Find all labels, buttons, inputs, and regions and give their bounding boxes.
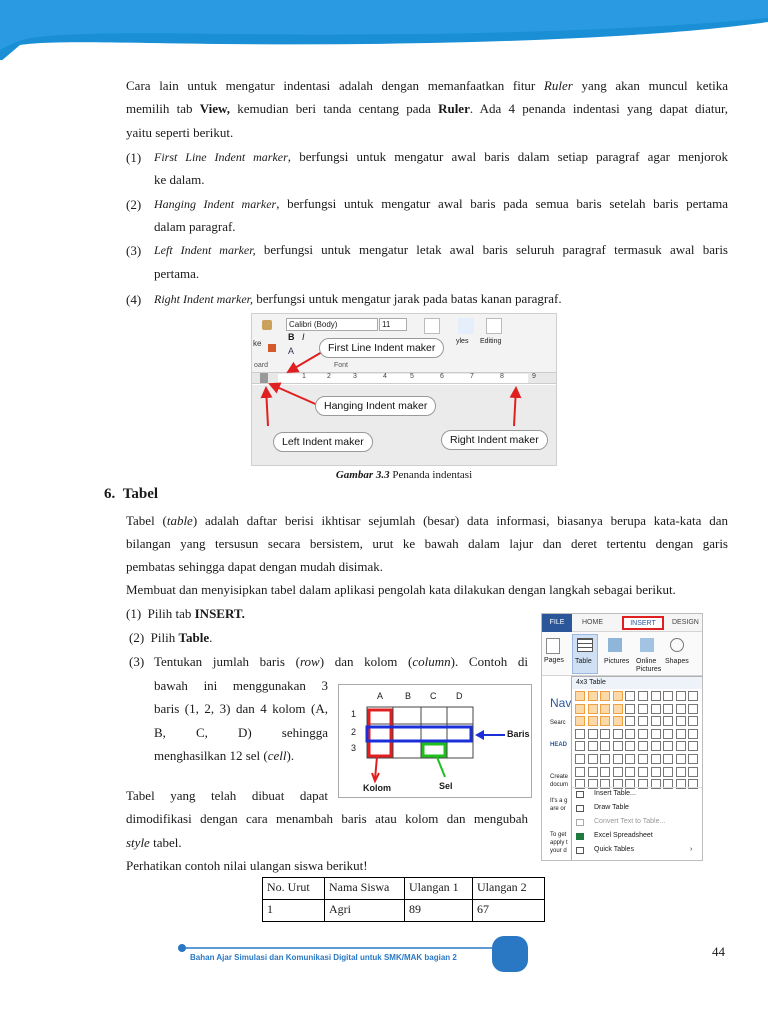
menu-draw-table[interactable]: Draw Table [594, 804, 629, 811]
grid-cell[interactable] [688, 754, 698, 764]
grid-cell[interactable] [688, 767, 698, 777]
side-text: Create [550, 774, 569, 780]
grid-cell[interactable] [663, 716, 673, 726]
tabel-line-4: Membuat dan menyisipkan tabel dalam aplikasi pengolah kata dilakukan dengan langkah sebagai berikut. [126, 582, 676, 597]
header-cell: Nama Siswa [325, 878, 405, 900]
bold-icon[interactable]: B [288, 332, 295, 342]
grid-cell[interactable] [613, 754, 623, 764]
tabel-line-1: Tabel (table) adalah daftar berisi ikhtisar sejumlah (besar) data informasi, biasanya berupa kata-kata dan [126, 513, 728, 528]
grid-cell[interactable] [575, 716, 585, 726]
grid-cell[interactable] [613, 729, 623, 739]
editing-label: Editing [480, 338, 502, 345]
col-label-b: B [405, 691, 412, 701]
side-text: Searc [550, 720, 566, 726]
table-diagram-grid [339, 685, 533, 799]
table-cell: 1 [263, 900, 325, 922]
menu-insert-table[interactable]: Insert Table... [594, 790, 636, 797]
header-cell: Ulangan 1 [405, 878, 473, 900]
convert-icon [576, 819, 584, 826]
intro-line-3: yaitu seperti berikut. [126, 125, 234, 140]
grid-cell[interactable] [651, 691, 661, 701]
grid-cell[interactable] [676, 767, 686, 777]
shapes-icon[interactable] [670, 638, 684, 652]
footer-text: Bahan Ajar Simulasi dan Komunikasi Digital untuk SMK/MAK bagian 2 [190, 953, 457, 962]
grid-cell[interactable] [638, 729, 648, 739]
grid-cell[interactable] [625, 691, 635, 701]
grid-cell[interactable] [676, 741, 686, 751]
grid-cell[interactable] [600, 767, 610, 777]
grid-cell[interactable] [613, 704, 623, 714]
grid-cell[interactable] [588, 729, 598, 739]
ruler-num: 3 [353, 373, 357, 380]
grid-cell[interactable] [676, 729, 686, 739]
grid-cell[interactable] [625, 754, 635, 764]
ribbon-clipboard-label: oard [254, 362, 269, 369]
grid-cell[interactable] [613, 691, 623, 701]
font-size-select[interactable]: 11 [379, 318, 407, 331]
grid-cell[interactable] [625, 704, 635, 714]
tabel-line-3: pembatas sehingga dapat dengan mudah disimak. [126, 559, 384, 574]
grid-cell[interactable] [600, 741, 610, 751]
grid-cell[interactable] [575, 741, 585, 751]
label-sel: Sel [439, 781, 453, 791]
quick-tables-icon [576, 847, 584, 854]
label-kolom: Kolom [363, 783, 391, 793]
grid-cell[interactable] [575, 704, 585, 714]
nilai-table [262, 877, 545, 922]
col-label-d: D [456, 691, 463, 701]
btn-online-pictures[interactable]: Online Pictures [636, 658, 662, 673]
label-baris: Baris [507, 729, 530, 739]
grid-cell[interactable] [638, 767, 648, 777]
table-icon[interactable] [577, 638, 593, 652]
page-number: 44 [712, 944, 725, 959]
grid-cell[interactable] [588, 704, 598, 714]
side-text: docum [550, 782, 569, 788]
col-label-c: C [430, 691, 437, 701]
step-1: (1) Pilih tab INSERT. [126, 606, 245, 621]
grid-cell[interactable] [663, 729, 673, 739]
online-pictures-icon[interactable] [640, 638, 654, 652]
grid-cell[interactable] [625, 741, 635, 751]
grid-cell[interactable] [676, 691, 686, 701]
ribbon-font-label: Font [334, 362, 349, 369]
side-text: It's a g [550, 798, 568, 804]
grid-cell[interactable] [625, 729, 635, 739]
excel-icon [576, 833, 584, 840]
grid-cell[interactable] [600, 691, 610, 701]
grid-cell[interactable] [588, 716, 598, 726]
menu-excel-spreadsheet[interactable]: Excel Spreadsheet [594, 832, 653, 839]
table-row [263, 900, 545, 922]
row-label-1: 1 [351, 709, 357, 719]
grid-cell[interactable] [651, 754, 661, 764]
grid-cell[interactable] [676, 754, 686, 764]
ruler-figure [251, 313, 557, 466]
grid-cell[interactable] [688, 704, 698, 714]
table-cell: 67 [473, 900, 545, 922]
word-insert-screenshot [541, 613, 703, 861]
draw-table-icon [576, 805, 584, 812]
side-text: To get [550, 832, 567, 838]
table-cell: Agri [325, 900, 405, 922]
grid-cell[interactable] [638, 754, 648, 764]
intro-line-2: memilih tab View, kemudian beri tanda centang pada Ruler. Ada 4 penanda indentasi yang dapat diatur, [126, 101, 729, 116]
pages-icon[interactable] [546, 638, 560, 654]
side-text: HEAD [550, 742, 568, 748]
modify-line-1: Tabel yang telah dibuat dapat [126, 788, 328, 803]
grid-cell[interactable] [676, 716, 686, 726]
grid-cell[interactable] [651, 767, 661, 777]
header-cell: No. Urut [263, 878, 325, 900]
step-3-line-5: menghasilkan 12 sel (cell). [154, 748, 295, 763]
font-name-select[interactable]: Calibri (Body) [286, 318, 378, 331]
tab-home[interactable]: HOME [582, 619, 603, 626]
step-3-line-2: bawah ini menggunakan 3 [154, 678, 328, 693]
col-label-a: A [377, 691, 384, 701]
side-text: are or [550, 806, 566, 812]
tab-file[interactable]: FILE [542, 614, 572, 632]
grid-cell[interactable] [575, 691, 585, 701]
grid-cell[interactable] [651, 716, 661, 726]
menu-quick-tables[interactable]: Quick Tables [594, 846, 634, 853]
step-3-line-3: baris (1, 2, 3) dan 4 kolom (A, [154, 701, 328, 716]
step-3-line-4: B, C, D) sehingga [154, 725, 328, 740]
italic-icon[interactable]: I [302, 332, 305, 342]
btn-pages[interactable]: Pages [544, 657, 564, 664]
grid-cell[interactable] [588, 767, 598, 777]
ruler-num: 8 [500, 373, 504, 380]
grid-cell[interactable] [613, 716, 623, 726]
grid-cell[interactable] [575, 754, 585, 764]
menu-convert-text[interactable]: Convert Text to Table... [594, 818, 666, 825]
btn-shapes[interactable]: Shapes [665, 658, 689, 665]
tab-insert[interactable]: INSERT [622, 616, 664, 630]
callout-right-indent: Right Indent maker [441, 430, 548, 450]
tab-design[interactable]: DESIGN [672, 619, 699, 626]
row-label-2: 2 [351, 727, 357, 737]
grid-cell[interactable] [588, 691, 598, 701]
grid-cell[interactable] [600, 704, 610, 714]
callout-hanging-indent: Hanging Indent maker [315, 396, 436, 416]
row-label-3: 3 [351, 743, 357, 753]
side-text: your d [550, 848, 567, 854]
grid-cell[interactable] [638, 691, 648, 701]
figure-caption: Gambar 3.3 Penanda indentasi [335, 469, 473, 481]
step-3-num: (3) [129, 654, 145, 669]
side-text: apply t [550, 840, 568, 846]
grid-cell[interactable] [613, 741, 623, 751]
grid-cell[interactable] [625, 767, 635, 777]
modify-line-2: dimodifikasi dengan cara menambah baris atau kolom dan mengubah [126, 811, 528, 826]
grid-cell[interactable] [651, 704, 661, 714]
grid-cell[interactable] [625, 716, 635, 726]
ruler-num: 5 [410, 373, 414, 380]
grid-cell[interactable] [676, 704, 686, 714]
grid-cell[interactable] [600, 729, 610, 739]
styles-label: yles [456, 338, 469, 345]
intro-line-1: Cara lain untuk mengatur indentasi adalah dengan memanfaatkan fitur Ruler yang akan muncul ketika [126, 78, 728, 93]
callout-left-indent: Left Indent maker [273, 432, 373, 452]
grid-title: 4x3 Table [572, 677, 702, 689]
grid-cell[interactable] [651, 741, 661, 751]
nav-text: Nav [550, 696, 572, 710]
step-3-line-1: Tentukan jumlah baris (row) dan kolom (column). Contoh di [154, 654, 529, 669]
step-2: (2) Pilih Table. [129, 630, 213, 645]
ruler-num: 4 [383, 373, 387, 380]
header-cell: Ulangan 2 [473, 878, 545, 900]
ruler-num: 1 [302, 373, 306, 380]
table-header-row [263, 878, 545, 900]
text-effects-icon[interactable]: A [288, 346, 295, 356]
table-diagram [338, 684, 532, 798]
grid-cell[interactable] [651, 729, 661, 739]
grid-cell[interactable] [613, 767, 623, 777]
grid-cell[interactable] [600, 754, 610, 764]
btn-table[interactable]: Table [575, 658, 592, 665]
grid-cell[interactable] [600, 716, 610, 726]
pictures-icon[interactable] [608, 638, 622, 652]
tabel-line-2: bilangan yang tersusun secara bersistem, urut ke bawah dalam lajur dan deret tertentu dengan garis [126, 536, 728, 551]
grid-cell[interactable] [663, 704, 673, 714]
grid-cell[interactable] [588, 754, 598, 764]
grid-cell[interactable] [663, 754, 673, 764]
grid-cell[interactable] [575, 729, 585, 739]
btn-pictures[interactable]: Pictures [604, 658, 630, 665]
grid-cell[interactable] [588, 741, 598, 751]
insert-table-icon [576, 791, 584, 798]
grid-cell[interactable] [688, 691, 698, 701]
callout-first-line-indent: First Line Indent maker [319, 338, 444, 358]
grid-cell[interactable] [688, 729, 698, 739]
header-wave [0, 0, 768, 60]
ruler-num: 7 [470, 373, 474, 380]
section-heading: 6. Tabel [104, 486, 159, 502]
grid-cell[interactable] [638, 741, 648, 751]
grid-cell[interactable] [638, 716, 648, 726]
grid-cell[interactable] [575, 767, 585, 777]
grid-cell[interactable] [688, 741, 698, 751]
grid-cell[interactable] [663, 741, 673, 751]
ruler-num: 9 [532, 373, 536, 380]
modify-line-3: style tabel. [126, 835, 182, 850]
table-size-grid[interactable] [575, 691, 703, 785]
ruler-num: 6 [440, 373, 444, 380]
grid-cell[interactable] [638, 704, 648, 714]
grid-cell[interactable] [663, 767, 673, 777]
chevron-right-icon: › [690, 846, 693, 853]
ribbon-ke-label: ke [253, 339, 262, 348]
grid-cell[interactable] [688, 716, 698, 726]
modify-line-4: Perhatikan contoh nilai ulangan siswa berikut! [126, 858, 368, 873]
table-dropdown [571, 676, 703, 861]
grid-cell[interactable] [663, 691, 673, 701]
table-cell: 89 [405, 900, 473, 922]
ruler-num: 2 [327, 373, 331, 380]
